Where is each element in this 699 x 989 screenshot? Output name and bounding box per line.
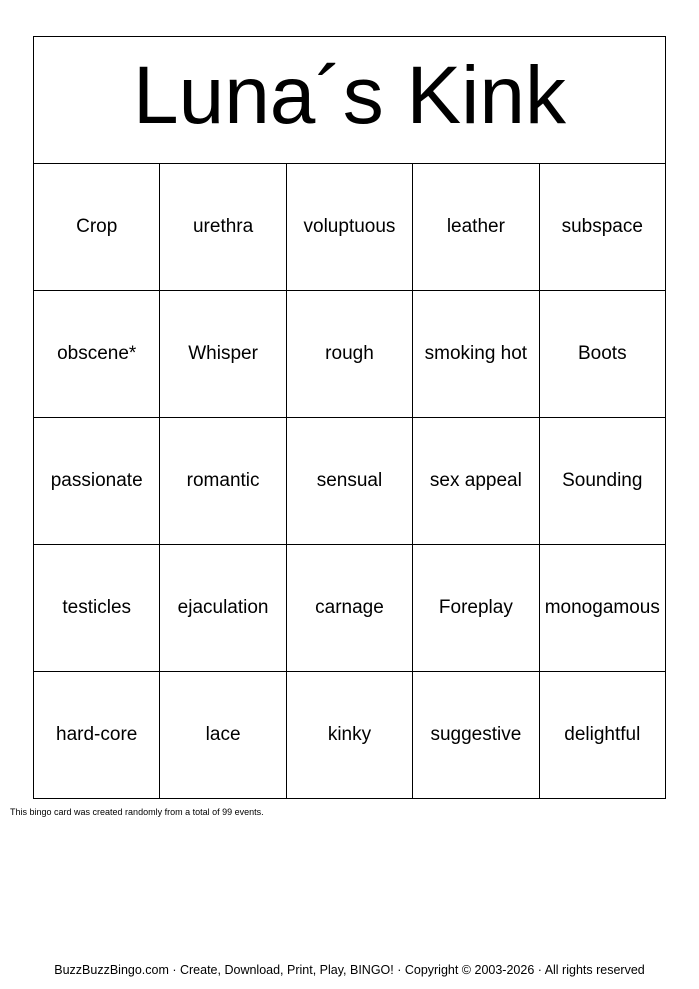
bingo-row-4 xyxy=(34,545,666,672)
bingo-square: subspace xyxy=(539,164,665,291)
bingo-row-5 xyxy=(34,672,666,799)
bingo-square: rough xyxy=(286,291,412,418)
bingo-square: kinky xyxy=(286,672,412,799)
bingo-square: monogamous xyxy=(539,545,665,672)
bingo-square: obscene* xyxy=(34,291,160,418)
bingo-square: sensual xyxy=(286,418,412,545)
bingo-square: romantic xyxy=(160,418,286,545)
bingo-square: passionate xyxy=(34,418,160,545)
bingo-square: sex appeal xyxy=(413,418,539,545)
bingo-square: Whisper xyxy=(160,291,286,418)
bingo-row-1 xyxy=(34,164,666,291)
bingo-square: lace xyxy=(160,672,286,799)
bingo-square: Crop xyxy=(34,164,160,291)
bingo-square: Foreplay xyxy=(413,545,539,672)
bingo-square: smoking hot xyxy=(413,291,539,418)
card-title-text: Luna´s Kink xyxy=(132,50,567,141)
bingo-card xyxy=(33,36,666,799)
bingo-square: hard-core xyxy=(34,672,160,799)
site-footer: BuzzBuzzBingo.com · Create, Download, Print, Play, BINGO! · Copyright © 2003-2026 · All rights reserved xyxy=(54,963,645,977)
bingo-square: voluptuous xyxy=(286,164,412,291)
bingo-square: Boots xyxy=(539,291,665,418)
bingo-square: Sounding xyxy=(539,418,665,545)
bingo-square: testicles xyxy=(34,545,160,672)
bingo-square: ejaculation xyxy=(160,545,286,672)
bingo-row-3 xyxy=(34,418,666,545)
bingo-square: carnage xyxy=(286,545,412,672)
bingo-square: urethra xyxy=(160,164,286,291)
bingo-square: suggestive xyxy=(413,672,539,799)
title-row xyxy=(34,37,666,164)
card-generation-note: This bingo card was created randomly from a total of 99 events. xyxy=(10,807,264,817)
bingo-square: delightful xyxy=(539,672,665,799)
bingo-square: leather xyxy=(413,164,539,291)
card-title xyxy=(34,37,666,164)
bingo-row-2 xyxy=(34,291,666,418)
